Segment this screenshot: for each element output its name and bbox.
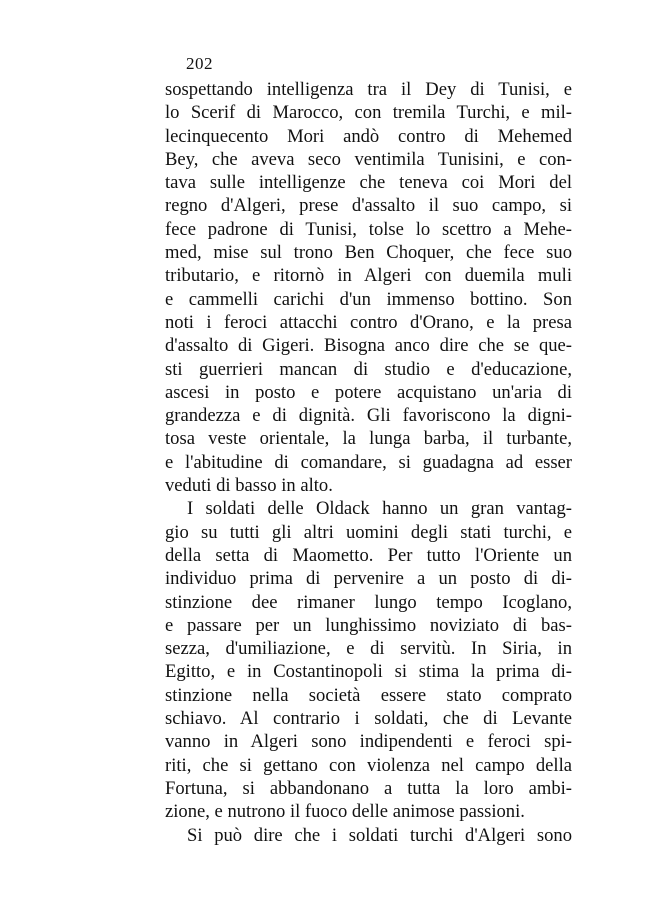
text-line: stinzione nella società essere stato comprato <box>165 684 572 706</box>
text-line: tosa veste orientale, la lunga barba, il turbante, <box>165 428 572 450</box>
text-line: stinzione dee rimaner lungo tempo Icoglano, <box>165 591 572 613</box>
paragraph-start-line: I soldati delle Oldack hanno un gran vantag- <box>187 498 572 520</box>
text-line: e l'abitudine di comandare, si guadagna ad esser <box>165 451 572 473</box>
text-line: ascesi in posto e potere acquistano un'aria di <box>165 381 572 403</box>
text-line: fece padrone di Tunisi, tolse lo scettro a Mehe- <box>165 218 572 240</box>
text-line: sti guerrieri mancan di studio e d'educazione, <box>165 358 572 380</box>
text-line: schiavo. Al contrario i soldati, che di Levante <box>165 708 572 730</box>
text-line: sezza, d'umiliazione, e di servitù. In Siria, in <box>165 638 572 660</box>
text-line: tava sulle intelligenze che teneva coi Mori del <box>165 172 572 194</box>
text-line: d'assalto di Gigeri. Bisogna anco dire che se que- <box>165 335 572 357</box>
page-number: 202 <box>186 54 213 73</box>
text-line: e cammelli carichi d'un immenso bottino. Son <box>165 288 572 310</box>
text-line: lecinquecento Mori andò contro di Mehemed <box>165 125 572 147</box>
text-line: grandezza e di dignità. Gli favoriscono la digni- <box>165 405 572 427</box>
text-line: noti i feroci attacchi contro d'Orano, e la presa <box>165 311 572 333</box>
text-line: e passare per un lunghissimo noviziato di bas- <box>165 614 572 636</box>
text-line: gio su tutti gli altri uomini degli stati turchi, e <box>165 521 572 543</box>
text-line: Egitto, e in Costantinopoli si stima la prima di- <box>165 661 572 683</box>
text-line: riti, che si gettano con violenza nel campo della <box>165 754 572 776</box>
paragraph-end-line: veduti di basso in alto. <box>165 475 333 497</box>
text-line: lo Scerif di Marocco, con tremila Turchi, e mil- <box>165 102 572 124</box>
text-line: regno d'Algeri, prese d'assalto il suo campo, si <box>165 195 572 217</box>
paragraph-end-line: zione, e nutrono il fuoco delle animose passioni. <box>165 801 525 823</box>
text-line: individuo prima di pervenire a un posto di di- <box>165 568 572 590</box>
text-line: sospettando intelligenza tra il Dey di Tunisi, e <box>165 79 572 100</box>
body-text <box>165 78 572 847</box>
text-line: vanno in Algeri sono indipendenti e feroci spi- <box>165 731 572 753</box>
text-line: Bey, che aveva seco ventimila Tunisini, e con- <box>165 148 572 170</box>
text-line: della setta di Maometto. Per tutto l'Oriente un <box>165 544 572 566</box>
text-line: tributario, e ritornò in Algeri con duemila muli <box>165 265 572 287</box>
paragraph-start-line: Si può dire che i soldati turchi d'Algeri sono <box>187 824 572 846</box>
text-line: med, mise sul trono Ben Choquer, che fece suo <box>165 242 572 264</box>
text-line: Fortuna, si abbandonano a tutta la loro ambi- <box>165 777 572 799</box>
